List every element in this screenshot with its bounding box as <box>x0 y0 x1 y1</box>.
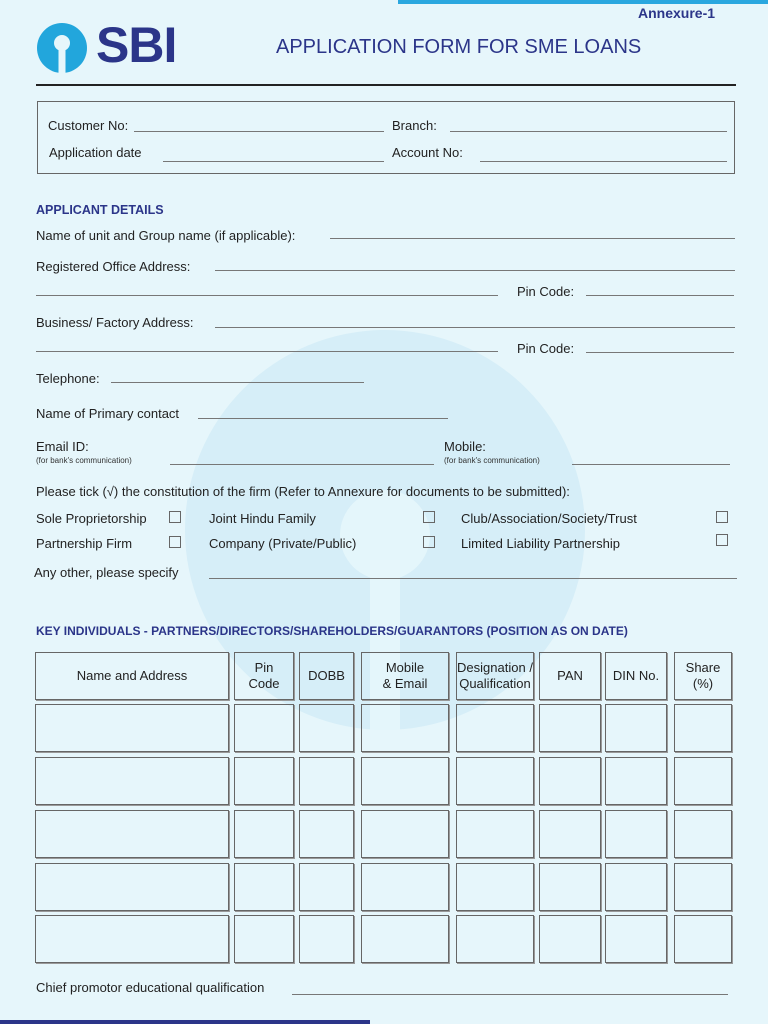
factory-address-label: Business/ Factory Address: <box>36 315 194 330</box>
option-company: Company (Private/Public) <box>209 536 357 551</box>
table-cell[interactable] <box>35 915 229 963</box>
table-cell[interactable] <box>361 757 449 805</box>
mobile-note: (for bank's communication) <box>444 456 540 465</box>
branch-label: Branch: <box>392 118 437 133</box>
account-no-label: Account No: <box>392 145 463 160</box>
table-cell[interactable] <box>35 704 229 752</box>
constitution-prompt: Please tick (√) the constitution of the firm (Refer to Annexure for documents to be submitted): <box>36 484 570 499</box>
registered-office-field[interactable] <box>215 270 735 271</box>
pin-code-label-2: Pin Code: <box>517 341 575 356</box>
sbi-logo-icon <box>36 22 88 74</box>
branch-field[interactable] <box>450 131 727 132</box>
table-cell[interactable] <box>299 810 354 858</box>
table-cell[interactable] <box>361 810 449 858</box>
checkbox-sole-proprietorship[interactable] <box>169 511 181 523</box>
unit-name-label: Name of unit and Group name (if applicable): <box>36 228 296 243</box>
table-cell[interactable] <box>539 704 601 752</box>
telephone-field[interactable] <box>111 382 364 383</box>
checkbox-club-association[interactable] <box>716 511 728 523</box>
table-cell[interactable] <box>299 863 354 911</box>
table-cell[interactable] <box>674 810 732 858</box>
pin-code-field-2[interactable] <box>586 352 734 353</box>
key-individuals-heading: KEY INDIVIDUALS - PARTNERS/DIRECTORS/SHAREHOLDERS/GUARANTORS (POSITION AS ON DATE) <box>36 624 628 638</box>
unit-name-field[interactable] <box>330 238 735 239</box>
applicant-details-heading: APPLICANT DETAILS <box>36 203 164 217</box>
customer-no-field[interactable] <box>134 131 384 132</box>
option-joint-hindu-family: Joint Hindu Family <box>209 511 316 526</box>
table-cell[interactable] <box>456 810 534 858</box>
table-cell[interactable] <box>299 915 354 963</box>
table-cell[interactable] <box>456 757 534 805</box>
table-cell[interactable] <box>35 810 229 858</box>
checkbox-llp[interactable] <box>716 534 728 546</box>
table-cell[interactable] <box>234 757 294 805</box>
col-name-address: Name and Address <box>35 652 229 700</box>
top-accent-bar <box>398 0 768 4</box>
table-cell[interactable] <box>35 863 229 911</box>
checkbox-company[interactable] <box>423 536 435 548</box>
email-note: (for bank's communication) <box>36 456 132 465</box>
table-cell[interactable] <box>234 810 294 858</box>
table-cell[interactable] <box>361 915 449 963</box>
table-cell[interactable] <box>299 757 354 805</box>
table-cell[interactable] <box>605 810 667 858</box>
checkbox-joint-hindu-family[interactable] <box>423 511 435 523</box>
option-partnership-firm: Partnership Firm <box>36 536 133 551</box>
table-cell[interactable] <box>539 863 601 911</box>
factory-address-field[interactable] <box>215 327 735 328</box>
col-mobile-email: Mobile & Email <box>361 652 449 700</box>
table-cell[interactable] <box>361 704 449 752</box>
table-cell[interactable] <box>605 863 667 911</box>
table-cell[interactable] <box>234 915 294 963</box>
checkbox-partnership-firm[interactable] <box>169 536 181 548</box>
account-no-field[interactable] <box>480 161 727 162</box>
table-cell[interactable] <box>539 915 601 963</box>
table-cell[interactable] <box>456 863 534 911</box>
table-cell[interactable] <box>605 704 667 752</box>
primary-contact-label: Name of Primary contact <box>36 406 180 421</box>
table-cell[interactable] <box>605 915 667 963</box>
chief-promotor-label: Chief promotor educational qualification <box>36 980 265 995</box>
email-field[interactable] <box>170 464 434 465</box>
table-cell[interactable] <box>674 704 732 752</box>
table-cell[interactable] <box>539 757 601 805</box>
any-other-label: Any other, please specify <box>34 565 179 580</box>
col-dob: DOBB <box>299 652 354 700</box>
application-date-label: Application date <box>49 145 142 160</box>
col-din: DIN No. <box>605 652 667 700</box>
form-title: APPLICATION FORM FOR SME LOANS <box>276 36 642 58</box>
col-pin-code: Pin Code <box>234 652 294 700</box>
annexure-label: Annexure-1 <box>638 5 716 21</box>
table-cell[interactable] <box>234 704 294 752</box>
sbi-logo <box>36 17 196 74</box>
col-designation: Designation / Qualification <box>456 652 534 700</box>
sbi-logo-text: SBI <box>96 17 177 73</box>
telephone-label: Telephone: <box>36 371 100 386</box>
table-cell[interactable] <box>299 704 354 752</box>
pin-code-label-1: Pin Code: <box>517 284 575 299</box>
table-cell[interactable] <box>456 915 534 963</box>
pin-code-field-1[interactable] <box>586 295 734 296</box>
bottom-accent-bar <box>0 1020 370 1024</box>
option-sole-proprietorship: Sole Proprietorship <box>36 511 147 526</box>
table-cell[interactable] <box>539 810 601 858</box>
factory-address-field-2[interactable] <box>36 351 498 352</box>
application-date-field[interactable] <box>163 161 384 162</box>
table-cell[interactable] <box>674 915 732 963</box>
email-label: Email ID: <box>36 439 89 454</box>
table-cell[interactable] <box>361 863 449 911</box>
table-cell[interactable] <box>605 757 667 805</box>
option-club-association: Club/Association/Society/Trust <box>461 511 637 526</box>
table-cell[interactable] <box>674 757 732 805</box>
registered-office-field-2[interactable] <box>36 295 498 296</box>
option-llp: Limited Liability Partnership <box>461 536 620 551</box>
col-pan: PAN <box>539 652 601 700</box>
customer-no-label: Customer No: <box>48 118 129 133</box>
mobile-label: Mobile: <box>444 439 486 454</box>
col-share: Share (%) <box>674 652 732 700</box>
table-cell[interactable] <box>456 704 534 752</box>
customer-info-box <box>37 101 735 174</box>
table-cell[interactable] <box>35 757 229 805</box>
table-cell[interactable] <box>234 863 294 911</box>
primary-contact-field[interactable] <box>198 418 448 419</box>
table-cell[interactable] <box>674 863 732 911</box>
chief-promotor-field[interactable] <box>292 994 728 995</box>
any-other-field[interactable] <box>209 578 737 579</box>
registered-office-label: Registered Office Address: <box>36 259 191 274</box>
mobile-field[interactable] <box>572 464 730 465</box>
header-divider <box>36 84 736 86</box>
